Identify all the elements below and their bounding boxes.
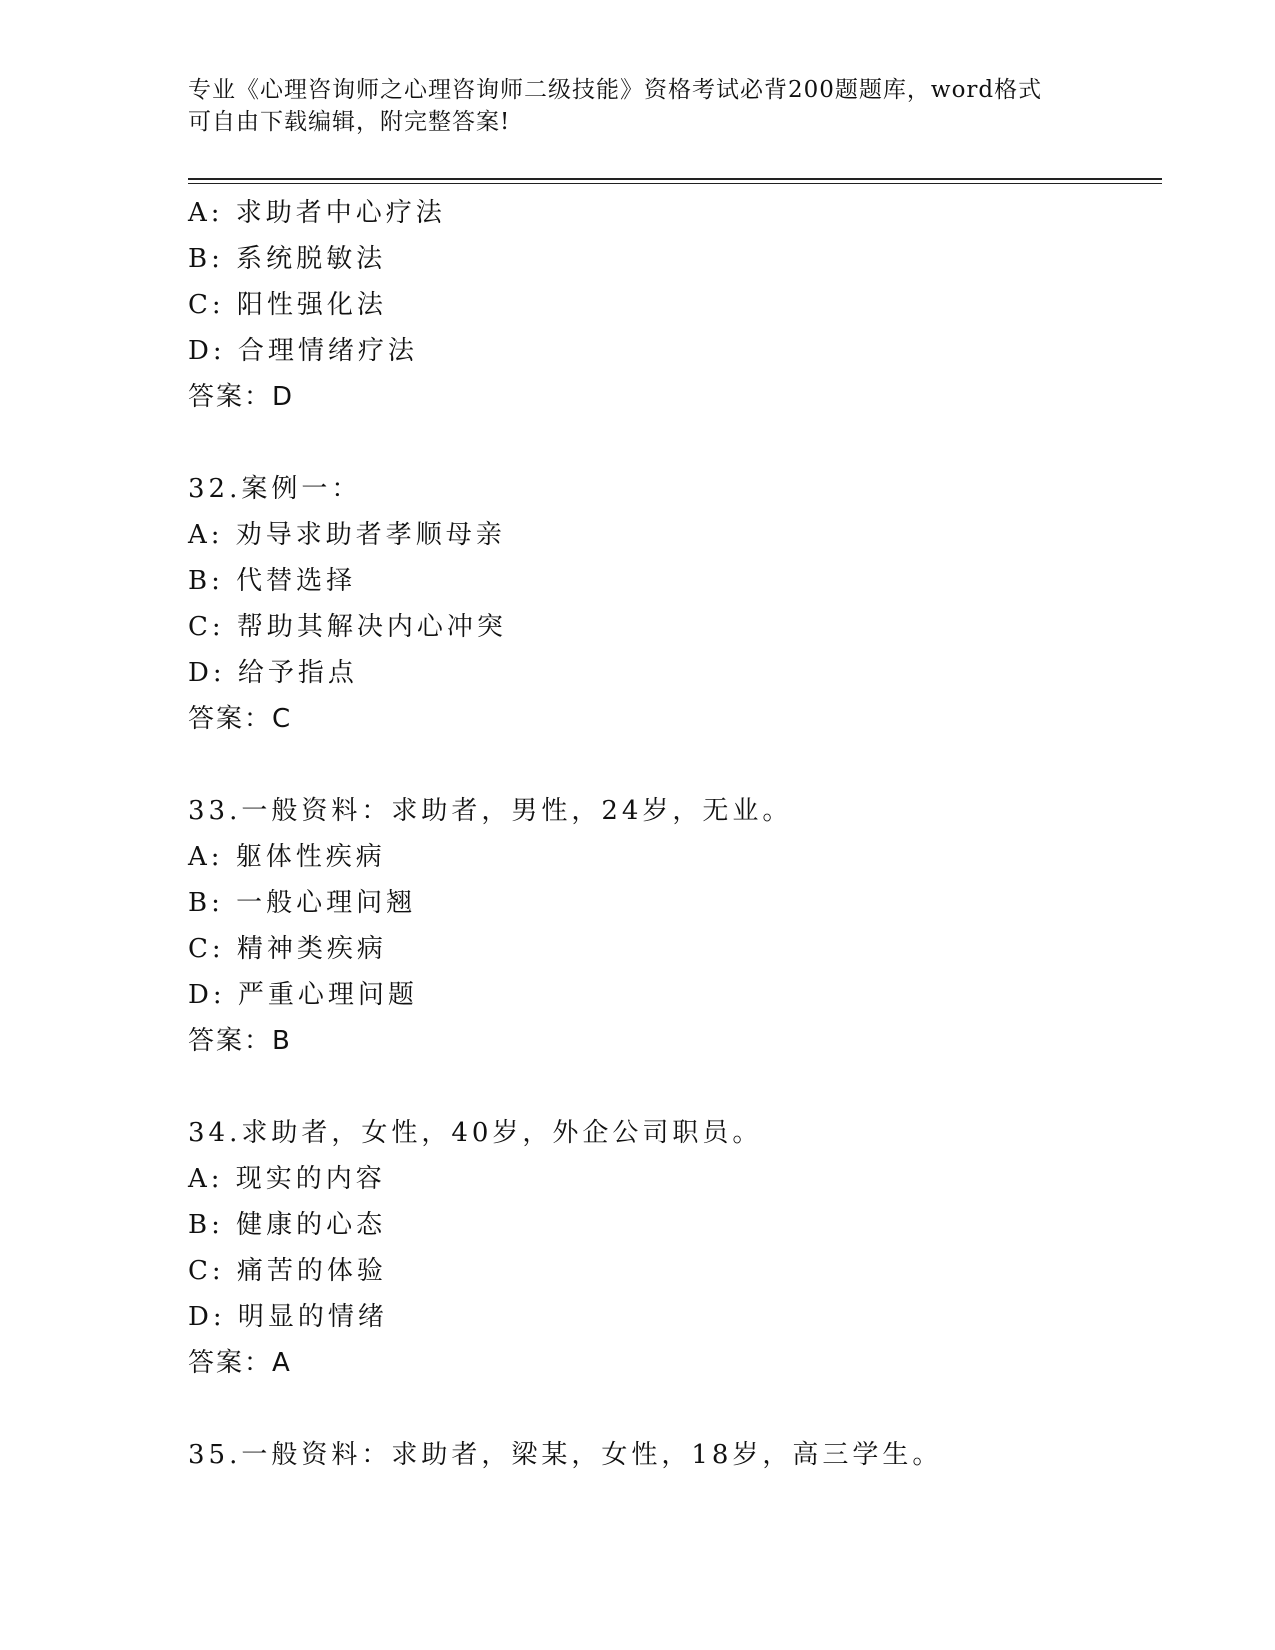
option-a: A: 求助者中心疗法 — [188, 198, 446, 228]
option-c: C: 痛苦的体验 — [188, 1256, 387, 1286]
header-divider-thin — [188, 183, 1162, 184]
question-stem: 34.求助者，女性，40岁，外企公司职员。 — [188, 1118, 763, 1148]
option-b: B: 一般心理问翘 — [188, 888, 417, 918]
question-block-33 — [188, 788, 1148, 1064]
question-stem: 33.一般资料：求助者，男性，24岁，无业。 — [188, 796, 793, 826]
answer-text: 答案：B — [188, 1026, 292, 1056]
option-d: D: 严重心理问题 — [188, 980, 418, 1010]
option-d: D: 明显的情绪 — [188, 1302, 388, 1332]
option-a: A: 劝导求助者孝顺母亲 — [188, 520, 506, 550]
spacer — [188, 1386, 1148, 1432]
spacer — [188, 1064, 1148, 1110]
question-block-32 — [188, 466, 1148, 742]
answer-text: 答案：C — [188, 704, 293, 734]
option-d: D: 给予指点 — [188, 658, 358, 688]
answer-text: 答案：A — [188, 1348, 292, 1378]
option-c: C: 阳性强化法 — [188, 290, 387, 320]
question-stem: 35.一般资料：求助者，梁某，女性，18岁，高三学生。 — [188, 1440, 943, 1470]
spacer — [188, 420, 1148, 466]
option-b: B: 系统脱敏法 — [188, 244, 387, 274]
spacer — [188, 742, 1148, 788]
question-stem: 32.案例一： — [188, 474, 362, 504]
option-a: A: 现实的内容 — [188, 1164, 386, 1194]
option-b: B: 健康的心态 — [188, 1210, 387, 1240]
option-a: A: 躯体性疾病 — [188, 842, 386, 872]
header-title-line-1: 专业《心理咨询师之心理咨询师二级技能》资格考试必背200题题库，word格式 — [188, 77, 1043, 103]
question-block-34 — [188, 1110, 1148, 1386]
document-header — [188, 74, 1088, 138]
header-divider-thick — [188, 178, 1162, 180]
option-d: D: 合理情绪疗法 — [188, 336, 418, 366]
question-block-31 — [188, 190, 1148, 420]
option-b: B: 代替选择 — [188, 566, 357, 596]
header-title-line-2: 可自由下载编辑，附完整答案! — [188, 109, 511, 135]
option-c: C: 帮助其解决内心冲突 — [188, 612, 507, 642]
question-block-35 — [188, 1432, 1148, 1478]
option-c: C: 精神类疾病 — [188, 934, 387, 964]
question-list — [188, 190, 1148, 1478]
answer-text: 答案：D — [188, 382, 295, 412]
